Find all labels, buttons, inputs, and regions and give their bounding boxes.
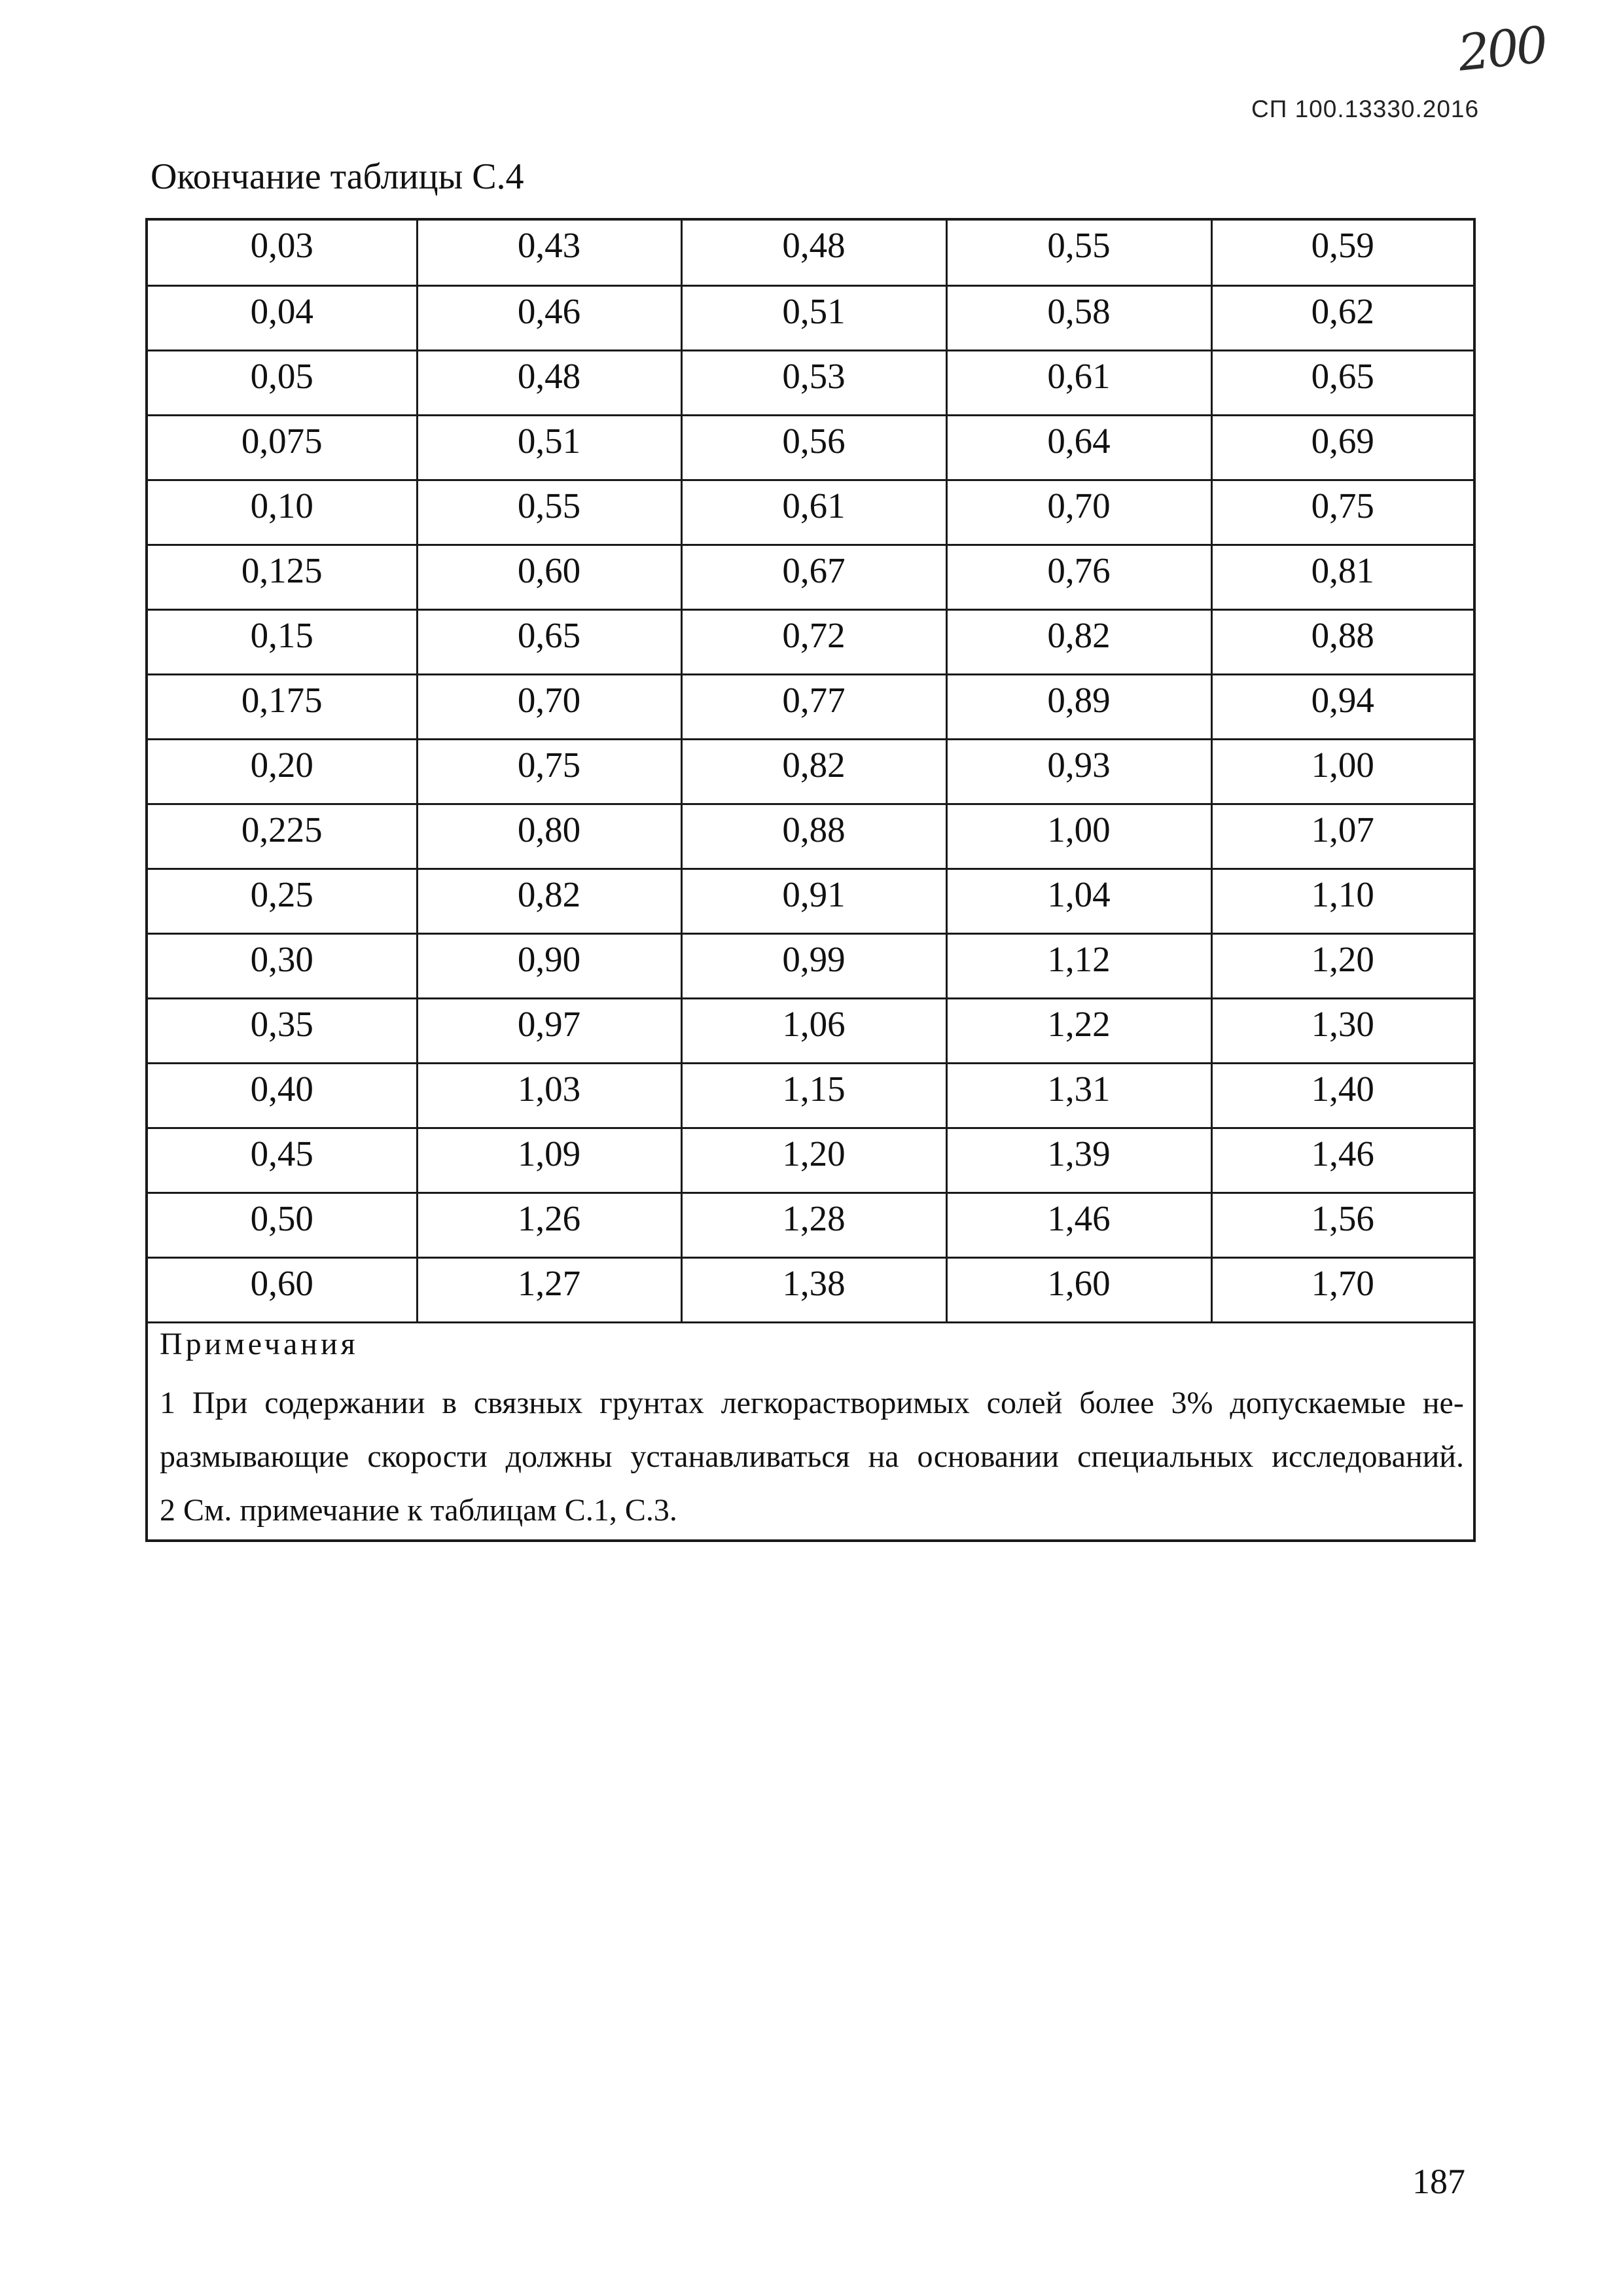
table-cell: 0,04: [148, 285, 417, 350]
table-cell: 0,88: [1211, 609, 1473, 674]
note-word: должны: [505, 1439, 613, 1474]
table-c4-continuation: [145, 218, 1476, 1542]
table-row: [148, 933, 1473, 998]
table-cell: 0,125: [148, 545, 417, 609]
table-cell: 0,90: [417, 933, 681, 998]
table-cell: 0,61: [681, 480, 946, 545]
table-cell: 1,10: [1211, 869, 1473, 933]
note-word: содержании: [264, 1385, 425, 1420]
table-cell: 1,00: [1211, 739, 1473, 804]
note-word: специальных: [1077, 1439, 1254, 1474]
note-word: исследований.: [1272, 1439, 1464, 1474]
table-cell: 0,97: [417, 998, 681, 1063]
table-row: [148, 804, 1473, 869]
table-cell: 1,26: [417, 1193, 681, 1257]
table-cell: 0,46: [417, 285, 681, 350]
table-cell: 0,94: [1211, 674, 1473, 739]
note-word: допускаемые: [1230, 1385, 1406, 1420]
data-table: [148, 221, 1473, 1323]
table-cell: 0,93: [946, 739, 1211, 804]
table-cell: 0,05: [148, 350, 417, 415]
table-cell: 0,075: [148, 415, 417, 480]
table-row: [148, 1193, 1473, 1257]
table-cell: 0,48: [417, 350, 681, 415]
table-cell: 1,40: [1211, 1063, 1473, 1128]
table-body: [148, 221, 1473, 1322]
table-cell: 0,60: [148, 1257, 417, 1322]
table-row: [148, 480, 1473, 545]
table-cell: 1,56: [1211, 1193, 1473, 1257]
table-cell: 0,69: [1211, 415, 1473, 480]
table-cell: 1,60: [946, 1257, 1211, 1322]
table-cell: 0,20: [148, 739, 417, 804]
note-word: размывающие: [160, 1439, 349, 1474]
note-2: 2 См. примечание к таблицам С.1, С.3.: [160, 1492, 677, 1528]
table-cell: 0,70: [417, 674, 681, 739]
note-word: скорости: [367, 1439, 488, 1474]
table-cell: 0,82: [946, 609, 1211, 674]
table-row: [148, 1063, 1473, 1128]
table-cell: 0,58: [946, 285, 1211, 350]
table-cell: 0,99: [681, 933, 946, 998]
table-cell: 0,51: [681, 285, 946, 350]
handwritten-page-number: 200: [1455, 15, 1548, 82]
table-caption: Окончание таблицы С.4: [151, 156, 524, 197]
table-row: [148, 285, 1473, 350]
note-word: При: [192, 1385, 248, 1420]
table-cell: 0,88: [681, 804, 946, 869]
note-word: на: [868, 1439, 899, 1474]
note-word: 3%: [1171, 1385, 1213, 1420]
table-cell: 0,81: [1211, 545, 1473, 609]
table-cell: 1,31: [946, 1063, 1211, 1128]
table-row: [148, 674, 1473, 739]
table-cell: 0,03: [148, 221, 417, 285]
note-word: не-: [1422, 1385, 1464, 1420]
table-cell: 0,45: [148, 1128, 417, 1193]
table-cell: 0,56: [681, 415, 946, 480]
table-cell: 1,39: [946, 1128, 1211, 1193]
table-cell: 1,09: [417, 1128, 681, 1193]
table-cell: 0,62: [1211, 285, 1473, 350]
table-cell: 0,59: [1211, 221, 1473, 285]
table-cell: 0,72: [681, 609, 946, 674]
table-cell: 1,00: [946, 804, 1211, 869]
page-number: 187: [1412, 2162, 1465, 2201]
note-word: грунтах: [599, 1385, 704, 1420]
table-cell: 0,15: [148, 609, 417, 674]
table-cell: 0,75: [1211, 480, 1473, 545]
table-cell: 0,40: [148, 1063, 417, 1128]
table-cell: 1,07: [1211, 804, 1473, 869]
table-cell: 1,28: [681, 1193, 946, 1257]
note-word: связных: [473, 1385, 583, 1420]
table-row: [148, 739, 1473, 804]
table-row: [148, 609, 1473, 674]
table-cell: 0,43: [417, 221, 681, 285]
table-cell: 0,175: [148, 674, 417, 739]
table-row: [148, 545, 1473, 609]
table-cell: 1,03: [417, 1063, 681, 1128]
note-1-line-2: [160, 1441, 1464, 1473]
note-1-line-1: [160, 1385, 1464, 1420]
table-cell: 1,27: [417, 1257, 681, 1322]
table-cell: 0,64: [946, 415, 1211, 480]
note-word: солей: [986, 1385, 1063, 1420]
note-word: более: [1079, 1385, 1154, 1420]
table-cell: 0,70: [946, 480, 1211, 545]
table-cell: 0,35: [148, 998, 417, 1063]
table-cell: 0,60: [417, 545, 681, 609]
table-cell: 1,22: [946, 998, 1211, 1063]
document-code: СП 100.13330.2016: [1251, 96, 1480, 122]
note-word: устанавливаться: [630, 1439, 850, 1474]
table-row: [148, 350, 1473, 415]
note-word: легкорастворимых: [721, 1385, 970, 1420]
table-cell: 0,55: [417, 480, 681, 545]
table-cell: 1,46: [1211, 1128, 1473, 1193]
table-cell: 0,82: [681, 739, 946, 804]
table-cell: 1,46: [946, 1193, 1211, 1257]
table-cell: 0,82: [417, 869, 681, 933]
table-row: [148, 1128, 1473, 1193]
table-row: [148, 869, 1473, 933]
notes-section: [148, 1323, 1473, 1539]
table-row: [148, 1257, 1473, 1322]
table-cell: 0,53: [681, 350, 946, 415]
table-cell: 0,76: [946, 545, 1211, 609]
table-cell: 0,50: [148, 1193, 417, 1257]
table-cell: 1,70: [1211, 1257, 1473, 1322]
table-cell: 1,04: [946, 869, 1211, 933]
table-row: [148, 415, 1473, 480]
table-cell: 1,38: [681, 1257, 946, 1322]
table-cell: 0,67: [681, 545, 946, 609]
table-cell: 0,30: [148, 933, 417, 998]
table-cell: 0,80: [417, 804, 681, 869]
note-word: в: [442, 1385, 457, 1420]
table-cell: 1,20: [681, 1128, 946, 1193]
table-cell: 0,48: [681, 221, 946, 285]
table-cell: 0,65: [417, 609, 681, 674]
table-cell: 0,61: [946, 350, 1211, 415]
table-cell: 0,65: [1211, 350, 1473, 415]
table-cell: 0,55: [946, 221, 1211, 285]
notes-title: Примечания: [160, 1326, 359, 1361]
table-cell: 0,89: [946, 674, 1211, 739]
note-word: 1: [160, 1385, 175, 1420]
table-cell: 1,06: [681, 998, 946, 1063]
table-cell: 0,75: [417, 739, 681, 804]
table-cell: 1,12: [946, 933, 1211, 998]
table-cell: 1,15: [681, 1063, 946, 1128]
table-cell: 0,51: [417, 415, 681, 480]
table-row: [148, 221, 1473, 285]
note-word: основании: [917, 1439, 1060, 1474]
table-cell: 1,30: [1211, 998, 1473, 1063]
table-row: [148, 998, 1473, 1063]
table-cell: 0,10: [148, 480, 417, 545]
table-cell: 0,225: [148, 804, 417, 869]
table-cell: 1,20: [1211, 933, 1473, 998]
table-cell: 0,25: [148, 869, 417, 933]
table-cell: 0,91: [681, 869, 946, 933]
table-cell: 0,77: [681, 674, 946, 739]
